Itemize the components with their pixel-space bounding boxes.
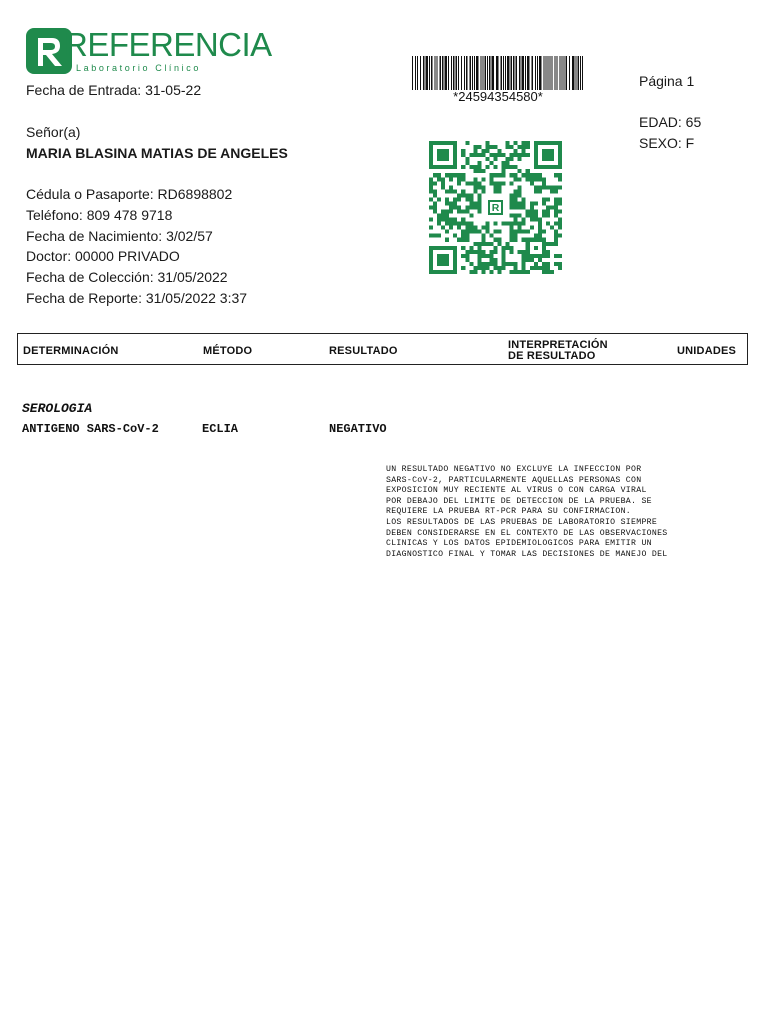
barcode-number: *24594354580* xyxy=(453,89,543,104)
patient-name: MARIA BLASINA MATIAS DE ANGELES xyxy=(26,145,288,161)
results-table-header xyxy=(17,333,748,365)
salutation: Señor(a) xyxy=(26,124,81,140)
birth-date: Fecha de Nacimiento: 3/02/57 xyxy=(26,228,213,244)
col-metodo: MÉTODO xyxy=(203,345,253,357)
col-unidades: UNIDADES xyxy=(677,345,737,357)
doctor: Doctor: 00000 PRIVADO xyxy=(26,248,180,264)
row-resultado: NEGATIVO xyxy=(329,422,387,436)
patient-sex: SEXO: F xyxy=(639,135,695,151)
logo-subtitle: Laboratorio Clínico xyxy=(76,63,201,73)
entry-date: Fecha de Entrada: 31-05-22 xyxy=(26,82,202,98)
interpretation-note: UN RESULTADO NEGATIVO NO EXCLUYE LA INFECCION POR SARS-CoV-2, PARTICULARMENTE AQUELLAS PERSONAS CON EXPOSICION MUY RECIENTE AL VIRUS O CON CARGA VIRAL POR DEBAJO DEL LIMITE DE DETECCION DE LA PRUEBA. SE REQUIERE LA PRUEBA RT-PCR PARA SU CONFIRMACION. LOS RESULTADOS DE LAS PRUEBAS DE LABORATORIO SIEMPRE DEBEN CONSIDERARSE EN EL CONTEXTO DE LAS OBSERVACIONES CLINICAS Y LOS DATOS EPIDEMIOLOGICOS PARA EMITIR UN DIAGNOSTICO FINAL Y TOMAR LAS DECISIONES DE MANEJO DEL xyxy=(386,465,668,559)
col-determinacion: DETERMINACIÓN xyxy=(23,345,119,357)
qr-code xyxy=(429,141,562,274)
section-title: SEROLOGIA xyxy=(22,401,93,416)
col-interpretacion-line2: DE RESULTADO xyxy=(508,350,596,362)
logo-wordmark: REFERENCIA xyxy=(64,26,272,63)
patient-phone: Teléfono: 809 478 9718 xyxy=(26,207,173,223)
lab-logo xyxy=(26,26,272,76)
row-metodo: ECLIA xyxy=(202,422,239,436)
collection-date: Fecha de Colección: 31/05/2022 xyxy=(26,269,228,285)
barcode xyxy=(412,56,584,90)
col-interpretacion-line1: INTERPRETACIÓN xyxy=(508,339,608,351)
page-number: Página 1 xyxy=(639,73,695,89)
patient-id: Cédula o Pasaporte: RD6898802 xyxy=(26,186,233,202)
report-date: Fecha de Reporte: 31/05/2022 3:37 xyxy=(26,290,248,306)
svg-text:R: R xyxy=(491,203,500,215)
patient-age: EDAD: 65 xyxy=(639,114,702,130)
col-resultado: RESULTADO xyxy=(329,345,398,357)
row-determinacion: ANTIGENO SARS-CoV-2 xyxy=(22,422,159,436)
